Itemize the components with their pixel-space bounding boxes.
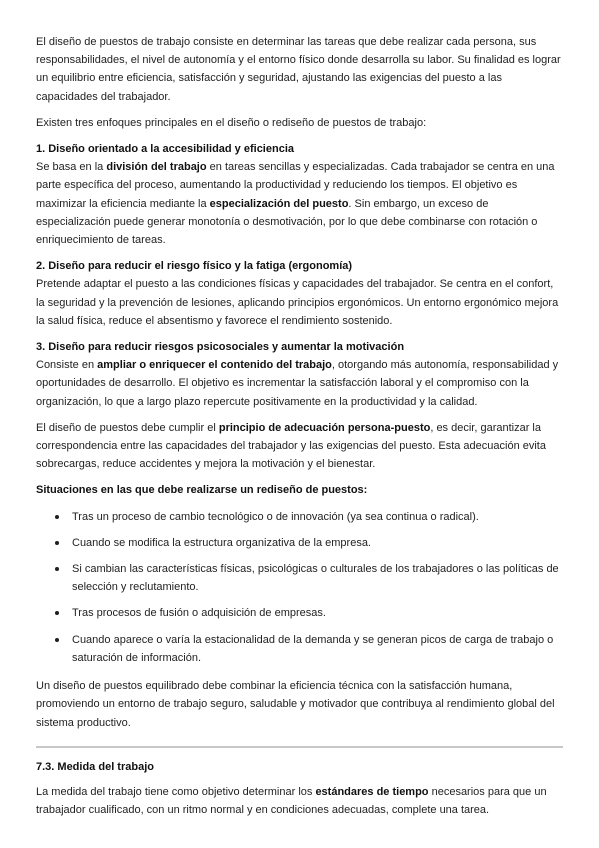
section-body: Consiste en ampliar o enriquecer el contenido del trabajo, otorgando más autonomía, responsabilidad y oportunidades de desarrollo. El objetivo es incrementar la satisfacción laboral y el compromiso con la organización, lo que a largo plazo repercute positivamente en la productividad y la calidad.	[36, 359, 559, 408]
section-title: 1. Diseño orientado a la accesibilidad y eficiencia	[36, 143, 294, 156]
situaciones-heading: Situaciones en las que debe realizarse un rediseño de puestos:	[36, 484, 368, 497]
list-item: Cuando se modifica la estructura organizativa de la empresa.	[36, 534, 563, 552]
conclusion-paragraph: Un diseño de puestos equilibrado debe combinar la eficiencia técnica con la satisfacción humana, promoviendo un entorno de trabajo seguro, saludable y motivador que contribuya al rendimiento global del sistema productivo.	[36, 680, 555, 729]
section-body: Se basa en la división del trabajo en tareas sencillas y especializadas. Cada trabajador se centra en una parte específica del proceso, aumentando la productividad y reduciendo los tiempos. El objetivo es maximizar la eficiencia mediante la especialización del puesto. Sin embargo, un exceso de especialización puede generar monotonía o desmotivación, por lo que debe combinarse con rotación o enriquecimiento de tareas.	[36, 161, 555, 247]
section-psicosociales	[36, 338, 563, 411]
medida-paragraph: La medida del trabajo tiene como objetivo determinar los estándares de tiempo necesarios para que un trabajador cualificado, con un ritmo normal y en condiciones adecuadas, complete una tarea.	[36, 785, 547, 817]
bold-term: ampliar o enriquecer el contenido del trabajo	[97, 359, 332, 372]
principio-paragraph: El diseño de puestos debe cumplir el principio de adecuación persona-puesto, es decir, garantizar la correspondencia entre las capacidades del trabajador y las exigencias del puesto. Esta adecuación evita sobrecargas, reduce accidentes y mejora la motivación y el bienestar.	[36, 421, 546, 471]
bold-term: especialización del puesto	[209, 197, 349, 210]
intro-paragraph: El diseño de puestos de trabajo consiste en determinar las tareas que debe realizar cada persona, sus responsabilidades, el nivel de autonomía y el entorno físico donde desarrolla su labor. Su finalidad es lograr un equilibrio entre eficiencia, satisfacción y seguridad, ajustando las exigencias del puesto a las capacidades del trabajador.	[36, 36, 561, 103]
section-ergonomia	[36, 257, 563, 330]
list-item: Tras un proceso de cambio tecnológico o de innovación (ya sea continua o radical).	[36, 508, 563, 526]
situaciones-list	[36, 508, 563, 667]
bold-term: división del trabajo	[106, 161, 207, 174]
section-body: Pretende adaptar el puesto a las condiciones físicas y capacidades del trabajador. Se centra en el confort, la seguridad y la prevención de lesiones, aplicando principios ergonómicos. Un entorno ergonómico mejora la salud física, reduce el absentismo y favorece el rendimiento sostenido.	[36, 278, 559, 327]
section-title: 3. Diseño para reducir riesgos psicosociales y aumentar la motivación	[36, 341, 405, 354]
enfoques-intro: Existen tres enfoques principales en el diseño o rediseño de puestos de trabajo:	[36, 116, 427, 129]
list-item: Cuando aparece o varía la estacionalidad de la demanda y se generan picos de carga de trabajo o saturación de información.	[36, 631, 563, 667]
list-item: Tras procesos de fusión o adquisición de empresas.	[36, 604, 563, 622]
list-item: Si cambian las características físicas, psicológicas o culturales de los trabajadores o las políticas de selección y reclutamiento.	[36, 560, 563, 596]
section-title: 2. Diseño para reducir el riesgo físico y la fatiga (ergonomía)	[36, 260, 353, 273]
medida-heading: 7.3. Medida del trabajo	[36, 760, 154, 773]
section-divider	[36, 746, 563, 748]
bold-term: principio de adecuación persona-puesto	[218, 421, 431, 434]
section-accesibilidad-eficiencia	[36, 140, 563, 249]
bold-term: estándares de tiempo	[315, 785, 429, 798]
